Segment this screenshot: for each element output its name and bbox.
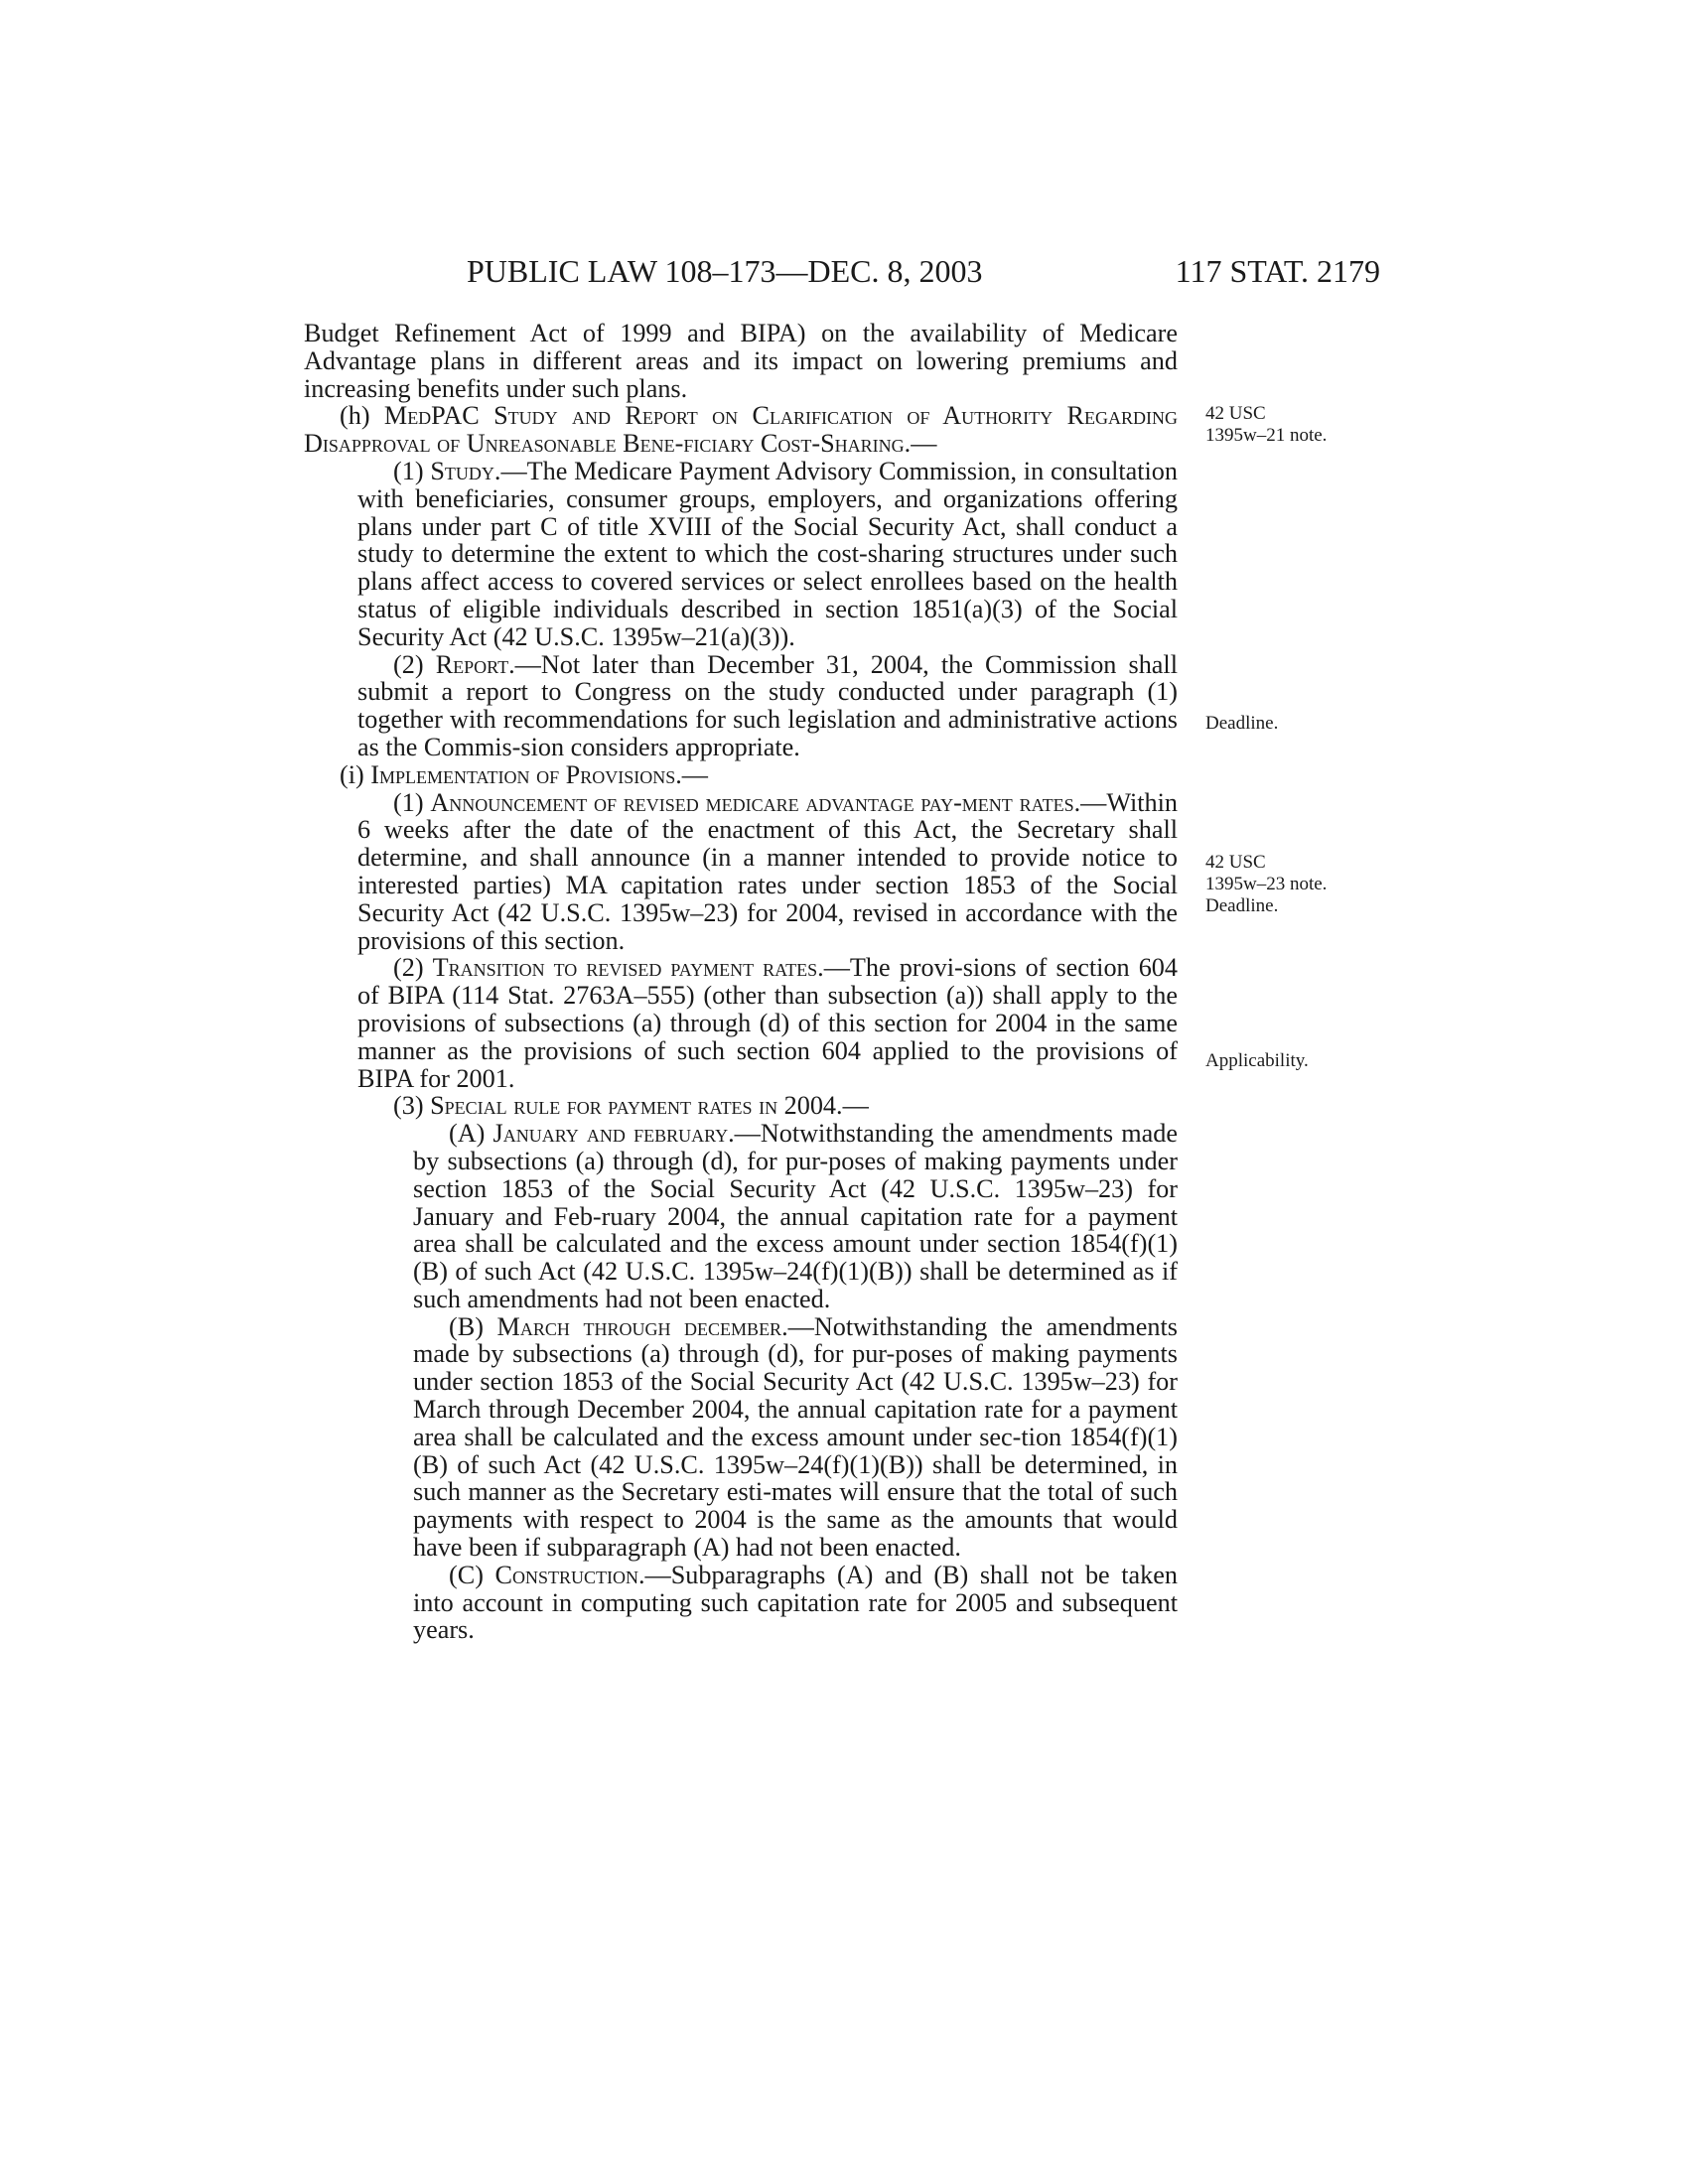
running-title: PUBLIC LAW 108–173—DEC. 8, 2003	[467, 253, 983, 289]
paragraph-h1-study: (1) Study.—The Medicare Payment Advisory Commission, in consultation with beneficiaries, consumer groups, employers, and organizations offering plans under part C of title XVIII of the Social Security Act, shall conduct a study to determine the extent to which the cost-sharing structures under such plans affect access to covered services or select enrollees based on the health status of eligible individuals described in section 1851(a)(3) of the Social Security Act (42 U.S.C. 1395w–21(a)(3)).	[357, 456, 1178, 651]
paragraph-i1-announcement: (1) Announcement of revised medicare advantage pay-ment rates.—Within 6 weeks after the date of the enactment of this Act, the Secretary shall determine, and shall announce (in a manner intended to provide notice to interested parties) MA capitation rates under section 1853 of the Social Security Act (42 U.S.C. 1395w–23) for 2004, revised in accordance with the provisions of this section.	[357, 787, 1178, 955]
paragraph-h2-report: (2) Report.—Not later than December 31, 2004, the Commission shall submit a report to Congress on the study conducted under paragraph (1) together with recommendations for such legislation and administrative actions as the Commis-sion considers appropriate.	[357, 649, 1178, 761]
paragraph-i2-transition: (2) Transition to revised payment rates.—The provi-sions of section 604 of BIPA (114 Stat. 2763A–555) (other than subsection (a)) shall apply to the provisions of subsections (a) through (d) of this section for 2004 in the same manner as the provisions of such section 604 applied to the provisions of BIPA for 2001.	[357, 953, 1178, 1093]
paragraph-i3-heading: (3) Special rule for payment rates in 2004.—	[393, 1091, 869, 1121]
paragraph-i3-body	[304, 1120, 1178, 1644]
subparagraph-a: (A) January and february.—Notwithstanding the amendments made by subsections (a) through (d), for pur-poses of making payments under section 1853 of the Social Security Act (42 U.S.C. 1395w–23) for January and Feb-ruary 2004, the annual capitation rate for a payment area shall be calculated and the excess amount under section 1854(f)(1)(B) of such Act (42 U.S.C. 1395w–24(f)(1)(B)) shall be determined as if such amendments had not been enacted.	[413, 1119, 1178, 1313]
statute-page-number: 117 STAT. 2179	[1175, 253, 1380, 289]
margin-note-42usc-1395w-21: 42 USC 1395w–21 note.	[1205, 403, 1328, 446]
page-body	[304, 320, 1178, 1644]
subsection-h-heading: (h) MedPAC Study and Report on Clarification of Authority Regarding Disapproval of Unreasonable Bene-ficiary Cost-Sharing.—	[304, 401, 1178, 459]
subparagraph-c: (C) Construction.—Subparagraphs (A) and (B) shall not be taken into account in computing such capitation rate for 2005 and subsequent years.	[413, 1560, 1178, 1645]
margin-note-applicability: Applicability.	[1205, 1050, 1309, 1071]
page-header	[467, 251, 1380, 291]
subsection-h-body	[304, 458, 1178, 761]
subsection-i-body	[304, 789, 1178, 1121]
continued-paragraph: Budget Refinement Act of 1999 and BIPA) on the availability of Medicare Advantage plans in different areas and its impact on lowering premiums and increasing benefits under such plans.	[304, 319, 1178, 403]
margin-note-deadline: Deadline.	[1205, 713, 1279, 734]
subparagraph-b: (B) March through december.—Notwithstanding the amendments made by subsections (a) through (d), for pur-poses of making payments under section 1853 of the Social Security Act (42 U.S.C. 1395w–23) for March through December 2004, the annual capitation rate for a payment area shall be calculated and the excess amount under sec-tion 1854(f)(1)(B) of such Act (42 U.S.C. 1395w–24(f)(1)(B)) shall be determined, in such manner as the Secretary esti-mates will ensure that the total of such payments with respect to 2004 is the same as the amounts that would have been if subparagraph (A) had not been enacted.	[413, 1311, 1178, 1563]
subsection-i-heading: (i) Implementation of Provisions.—	[340, 759, 708, 789]
margin-note-42usc-1395w-23: 42 USC 1395w–23 note. Deadline.	[1205, 852, 1328, 916]
